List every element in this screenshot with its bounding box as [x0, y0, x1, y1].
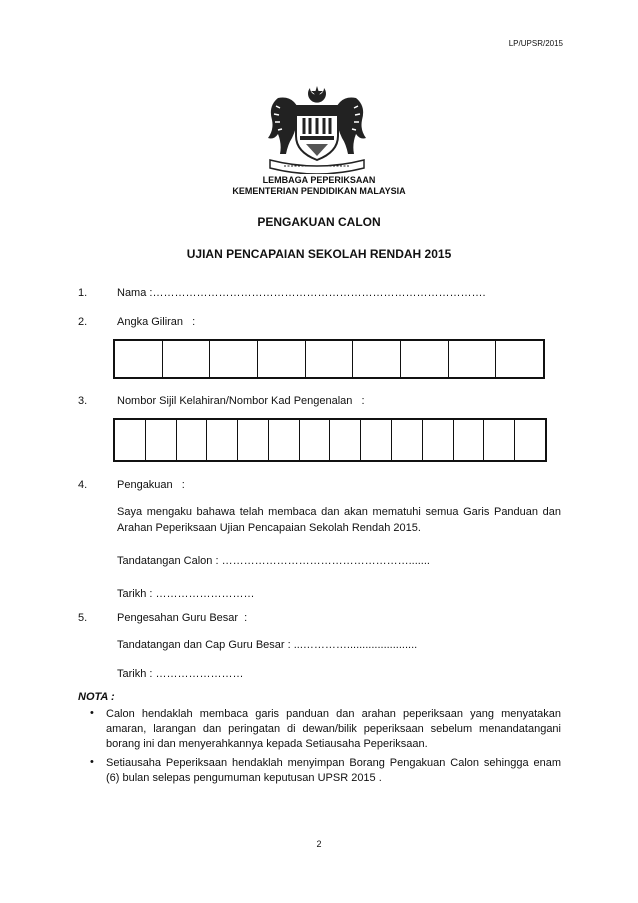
nota-item: Setiausaha Peperiksaan hendaklah menyimpan Borang Pengakuan Calon sehingga enam (6) bulan selepas pengumuman keputusan UPSR 2015 . — [106, 757, 561, 784]
section-pengesahan-colon: : — [244, 612, 248, 624]
candidate-signature-line[interactable]: Tandatangan Calon : ……………………………………………....... — [117, 555, 430, 567]
item-number-1: 1. — [78, 287, 88, 299]
headmaster-signature-line[interactable]: Tandatangan dan Cap Guru Besar : ...…………....................... — [117, 639, 418, 651]
item-number-4: 4. — [78, 479, 88, 491]
field-nama-label: Nama — [117, 287, 147, 299]
candidate-date-line[interactable]: Tarikh : ……………………… — [117, 588, 255, 600]
ic-number-boxes — [113, 418, 547, 462]
ic-number-box[interactable] — [177, 420, 208, 460]
angka-giliran-box[interactable] — [353, 341, 401, 377]
section-pengesahan — [117, 612, 247, 624]
ic-number-box[interactable] — [454, 420, 485, 460]
ic-number-box[interactable] — [423, 420, 454, 460]
field-angka-giliran — [117, 316, 195, 328]
angka-giliran-box[interactable] — [258, 341, 306, 377]
nota-item: Calon hendaklah membaca garis panduan dan arahan peperiksaan yang menyatakan amaran, larangan dan peringatan di dewan/bilik peperiksaan sebelum menandatangani borang ini dan menyerahkannya kepada Setiausaha Peperiksaan. — [106, 708, 561, 750]
nota-heading: NOTA : — [78, 691, 115, 703]
ic-number-box[interactable] — [146, 420, 177, 460]
org-name-line2: KEMENTERIAN PENDIDIKAN MALAYSIA — [232, 186, 406, 196]
ic-number-box[interactable] — [330, 420, 361, 460]
field-nama[interactable] — [117, 287, 486, 299]
ic-number-box[interactable] — [207, 420, 238, 460]
ic-number-box[interactable] — [300, 420, 331, 460]
bullet-icon: • — [90, 756, 94, 768]
angka-giliran-box[interactable] — [163, 341, 211, 377]
section-pengakuan-label: Pengakuan — [117, 479, 173, 491]
angka-giliran-boxes — [113, 339, 545, 379]
item-number-2: 2. — [78, 316, 88, 328]
angka-giliran-box[interactable] — [496, 341, 543, 377]
field-ic-number — [117, 395, 365, 407]
field-ic-number-label: Nombor Sijil Kelahiran/Nombor Kad Pengenalan — [117, 395, 353, 407]
item-number-5: 5. — [78, 612, 88, 624]
bullet-icon: • — [90, 707, 94, 719]
item-number-3: 3. — [78, 395, 88, 407]
declaration-text: Saya mengaku bahawa telah membaca dan akan mematuhi semua Garis Panduan dan Arahan Peperiksaan Ujian Pencapaian Sekolah Rendah 2015. — [117, 506, 561, 534]
ic-number-box[interactable] — [269, 420, 300, 460]
angka-giliran-box[interactable] — [210, 341, 258, 377]
angka-giliran-box[interactable] — [449, 341, 497, 377]
form-title: PENGAKUAN CALON — [257, 215, 381, 229]
ic-number-box[interactable] — [515, 420, 545, 460]
page-number: 2 — [316, 839, 322, 849]
angka-giliran-box[interactable] — [115, 341, 163, 377]
field-ic-number-colon: : — [361, 395, 365, 407]
ic-number-box[interactable] — [392, 420, 423, 460]
field-angka-giliran-label: Angka Giliran — [117, 316, 184, 328]
ic-number-box[interactable] — [484, 420, 515, 460]
malaysia-coat-of-arms-icon — [260, 84, 374, 174]
field-nama-value: :………………………………………………………………………………. — [149, 287, 486, 299]
field-angka-giliran-colon: : — [192, 316, 196, 328]
headmaster-date-line[interactable]: Tarikh : …………………… — [117, 668, 244, 680]
ic-number-box[interactable] — [238, 420, 269, 460]
section-pengakuan — [117, 479, 185, 491]
ic-number-box[interactable] — [115, 420, 146, 460]
angka-giliran-box[interactable] — [306, 341, 354, 377]
angka-giliran-box[interactable] — [401, 341, 449, 377]
org-name-line1: LEMBAGA PEPERIKSAAN — [262, 175, 376, 185]
section-pengakuan-colon: : — [181, 479, 185, 491]
section-pengesahan-label: Pengesahan Guru Besar — [117, 612, 239, 624]
form-subtitle: UJIAN PENCAPAIAN SEKOLAH RENDAH 2015 — [186, 247, 452, 261]
document-code: LP/UPSR/2015 — [508, 39, 563, 48]
ic-number-box[interactable] — [361, 420, 392, 460]
